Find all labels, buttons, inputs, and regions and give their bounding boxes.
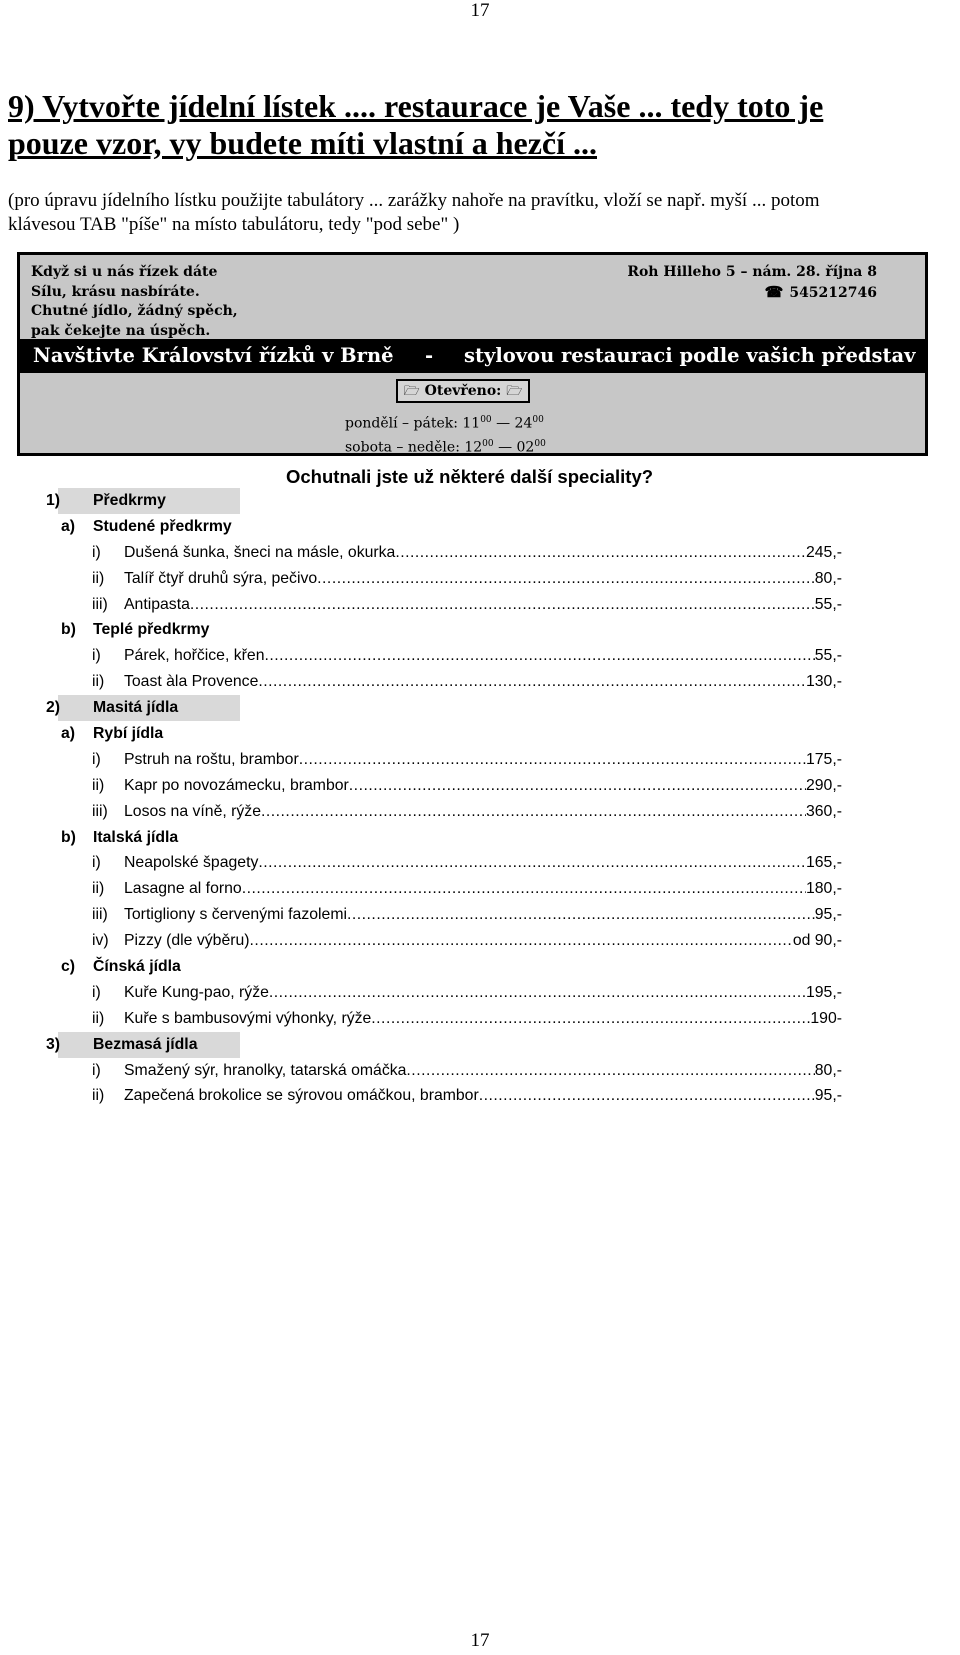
menu-item-line	[124, 980, 842, 1006]
menu-section-title: Bezmasá jídla	[93, 1035, 198, 1053]
opening-hours-label	[396, 379, 530, 403]
menu-item-number: b)	[61, 621, 76, 639]
menu-item-name: Neapolské špagety	[124, 854, 259, 872]
menu-section	[46, 488, 240, 514]
menu-subsection-title: Italská jídla	[93, 828, 179, 846]
telephone-icon: ☎	[764, 282, 784, 301]
menu-item-number: i)	[92, 543, 101, 561]
menu-subsection-title: Teplé předkrmy	[93, 621, 210, 639]
menu-item-name: Pstruh na roštu, brambor	[124, 750, 299, 768]
dot-leader	[317, 566, 815, 592]
menu-item-name: Párek, hořčice, křen	[124, 647, 265, 665]
menu-item-number: 3)	[46, 1035, 61, 1053]
menu-item-number: i)	[92, 750, 101, 768]
menu-item-number: ii)	[92, 880, 105, 898]
folder-icon: 🗁	[403, 384, 420, 399]
menu-item-number: i)	[92, 983, 101, 1001]
menu-item-line	[124, 1083, 842, 1109]
menu-item-number: i)	[92, 647, 101, 665]
assignment-instructions	[8, 189, 948, 237]
assignment-heading	[8, 88, 938, 162]
menu-item-price: 190-	[810, 1009, 842, 1027]
menu-item	[0, 980, 960, 1006]
menu-subsection-title: Rybí jídla	[93, 725, 164, 743]
menu-subsection	[0, 721, 960, 747]
menu-item-name: Smažený sýr, hranolky, tatarská omáčka	[124, 1061, 407, 1079]
menu-item-number: a)	[61, 517, 76, 535]
dot-leader	[371, 1006, 810, 1032]
menu-item	[0, 902, 960, 928]
hours-weekdays: pondělí – pátek: $11^{00}$ — $24^{00}$	[345, 415, 544, 432]
menu-item-price: 80,-	[814, 569, 842, 587]
menu-item-line	[124, 1058, 842, 1084]
contact-block	[627, 263, 877, 303]
menu-item-line	[124, 876, 842, 902]
menu-subsection-title: Čínská jídla	[93, 958, 181, 976]
menu-item-line	[124, 850, 842, 876]
menu-item-line	[124, 540, 842, 566]
menu-item	[0, 1006, 960, 1032]
menu-item-number: ii)	[92, 569, 105, 587]
instructions-line-1: (pro úpravu jídelního lístku použijte tabulátory ... zarážky nahoře na pravítku, vloží se např. myší ... potom	[8, 190, 820, 211]
dot-leader	[258, 850, 806, 876]
menu-item-number: ii)	[92, 1009, 105, 1027]
menu-item-price: od 90,-	[792, 932, 842, 950]
menu-item-price: 130,-	[805, 673, 842, 691]
menu-item	[0, 592, 960, 618]
menu-subsection	[0, 825, 960, 851]
menu-item-price: 95,-	[814, 1087, 842, 1105]
menu-title: Ochutnali jste už některé další speciality?	[286, 466, 654, 487]
menu-item-line	[124, 902, 842, 928]
dot-leader	[269, 980, 806, 1006]
dot-leader	[406, 1058, 814, 1084]
menu-item-line	[124, 1006, 842, 1032]
menu-section	[46, 1032, 240, 1058]
menu-item-name: Antipasta	[124, 595, 190, 613]
menu-item-price: 80,-	[814, 1061, 842, 1079]
menu-item	[0, 747, 960, 773]
menu-item	[0, 669, 960, 695]
menu-item	[0, 876, 960, 902]
menu-item	[0, 928, 960, 954]
menu-item-line	[124, 747, 842, 773]
menu-item-price: 95,-	[814, 906, 842, 924]
dot-leader	[264, 643, 814, 669]
menu-item-number: ii)	[92, 1087, 105, 1105]
phone-number: 545212746	[789, 284, 877, 301]
slogan-line: Když si u nás řízek dáte	[31, 264, 218, 280]
slogan-line: Chutné jídlo, žádný spěch,	[31, 303, 238, 319]
instructions-line-2: klávesou TAB "píše" na místo tabulátoru, tedy "pod sebe" )	[8, 214, 460, 235]
menu-item-number: i)	[92, 854, 101, 872]
menu-item-name: Tortigliony s červenými fazolemi	[124, 906, 347, 924]
menu-item-name: Kuře s bambusovými výhonky, rýže	[124, 1009, 372, 1027]
slogan-line: Sílu, krásu nasbíráte.	[31, 283, 200, 300]
menu-item-name: Lasagne al forno	[124, 880, 242, 898]
menu-item-name: Dušená šunka, šneci na másle, okurka	[124, 543, 396, 561]
menu-item-line	[124, 799, 842, 825]
menu-item-number: a)	[61, 725, 76, 743]
menu-item-number: c)	[61, 958, 76, 976]
menu-item-number: i)	[92, 1061, 101, 1079]
menu-item-number: iv)	[92, 932, 109, 950]
menu-item-line	[124, 643, 842, 669]
menu-item-number: ii)	[92, 673, 105, 691]
menu-subsection	[0, 514, 960, 540]
menu-item	[0, 850, 960, 876]
open-label: Otevřeno:	[424, 383, 502, 399]
dot-leader	[250, 928, 793, 954]
menu-item	[0, 799, 960, 825]
menu-item-name: Talíř čtyř druhů sýra, pečivo	[124, 569, 318, 587]
menu-item	[0, 773, 960, 799]
menu-item-price: 180,-	[805, 880, 842, 898]
opening-hours	[345, 410, 546, 457]
menu-item-price: 245,-	[805, 543, 842, 561]
phone-line	[627, 283, 877, 304]
menu-item-price: 175,-	[805, 750, 842, 768]
menu-item-name: Kapr po novozámecku, brambor	[124, 776, 349, 794]
dot-leader	[190, 592, 815, 618]
menu-item-number: ii)	[92, 776, 105, 794]
menu-item	[0, 566, 960, 592]
menu-item-name: Kuře Kung-pao, rýže	[124, 983, 269, 1001]
menu-item-price: 165,-	[805, 854, 842, 872]
menu-item-price: 290,-	[805, 776, 842, 794]
menu-section-title: Předkrmy	[93, 492, 166, 509]
menu-section	[46, 695, 240, 721]
dot-leader	[258, 669, 806, 695]
dot-leader	[479, 1083, 815, 1109]
menu-item-name: Losos na víně, rýže	[124, 802, 261, 820]
menu-item-number: iii)	[92, 802, 108, 820]
folder-icon: 🗁	[506, 384, 523, 399]
menu-item-number: 1)	[46, 492, 61, 509]
menu-item-price: 55,-	[814, 647, 842, 665]
menu-item-price: 55,-	[814, 595, 842, 613]
dot-leader	[347, 902, 815, 928]
menu-item-number: b)	[61, 828, 76, 846]
menu-item	[0, 1083, 960, 1109]
menu-item-line	[124, 566, 842, 592]
menu-item-name: Zapečená brokolice se sýrovou omáčkou, brambor	[124, 1087, 479, 1105]
menu-item-price: 195,-	[805, 983, 842, 1001]
restaurant-banner	[17, 252, 928, 456]
slogan-line: pak čekejte na úspěch.	[31, 322, 211, 339]
menu-section-title: Masitá jídla	[93, 699, 179, 717]
dot-leader	[349, 773, 806, 799]
menu-item-line	[124, 592, 842, 618]
strip-left-text: Navštivte Království řízků v Brně	[33, 344, 394, 367]
menu-item	[0, 540, 960, 566]
menu-item	[0, 1058, 960, 1084]
page-number-top: 17	[470, 0, 490, 21]
menu-item-line	[124, 773, 842, 799]
menu-item-line	[124, 928, 842, 954]
menu-item-line	[124, 669, 842, 695]
hours-weekend: sobota – neděle: $12^{00}$ — $02^{00}$	[345, 438, 546, 456]
heading-line-1: 9) Vytvořte jídelní lístek .... restaurace je Vaše ... tedy toto je	[8, 88, 824, 124]
menu-item-price: 360,-	[805, 802, 842, 820]
heading-line-2: pouze vzor, vy budete míti vlastní a hezčí ...	[8, 125, 597, 161]
menu-subsection	[0, 617, 960, 643]
menu-subsection	[0, 954, 960, 980]
banner-strip	[20, 339, 925, 373]
strip-dash: -	[425, 344, 434, 367]
menu-item-number: iii)	[92, 906, 108, 924]
menu-item-name: Toast àla Provence	[124, 673, 259, 691]
menu-subsection-title: Studené předkrmy	[93, 517, 232, 535]
dot-leader	[299, 747, 806, 773]
strip-right-text: stylovou restauraci podle vašich představ	[464, 344, 916, 367]
page-number-bottom: 17	[470, 1630, 490, 1651]
menu-item-name: Pizzy (dle výběru)	[124, 932, 250, 950]
menu-item-number: 2)	[46, 699, 61, 717]
menu-item	[0, 643, 960, 669]
slogan	[31, 263, 238, 341]
address: Roh Hilleho 5 – nám. 28. října 8	[627, 264, 877, 280]
dot-leader	[261, 799, 806, 825]
menu-list	[0, 488, 960, 1109]
menu-item-number: iii)	[92, 595, 108, 613]
dot-leader	[242, 876, 806, 902]
dot-leader	[395, 540, 806, 566]
